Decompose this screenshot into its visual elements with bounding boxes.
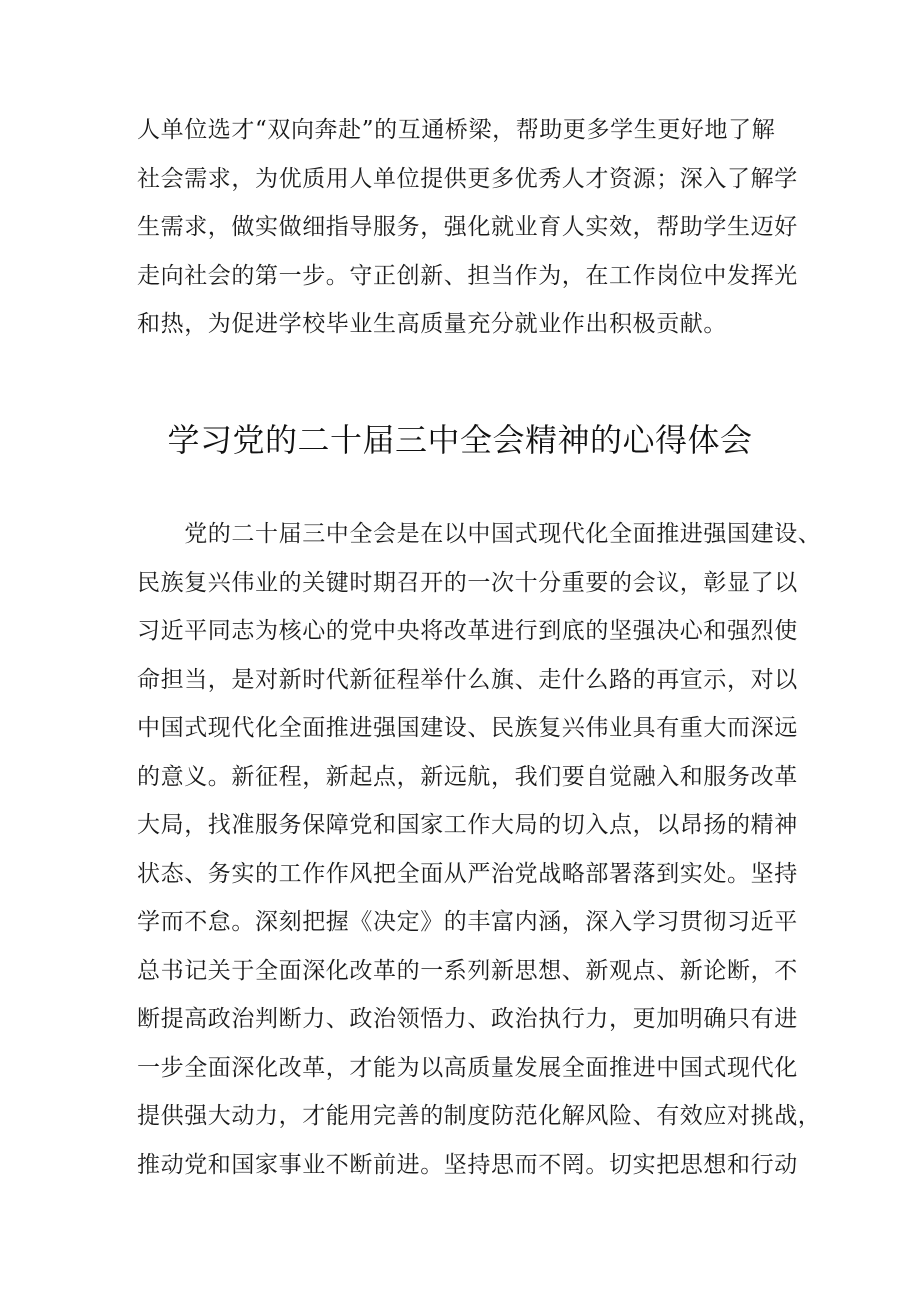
article-body xyxy=(137,510,822,1189)
paragraph-line: 提供强大动力，才能用完善的制度防范化解风险、有效应对挑战， xyxy=(137,1103,822,1129)
paragraph-line: 人单位选才“双向奔赴”的互通桥梁，帮助更多学生更好地了解 xyxy=(137,117,776,143)
paragraph-line: 走向社会的第一步。守正创新、担当作为，在工作岗位中发挥光 xyxy=(137,262,798,289)
paragraph-line: 一步全面深化改革，才能为以高质量发展全面推进中国式现代化 xyxy=(137,1054,798,1081)
paragraph-line: 民族复兴伟业的关键时期召开的一次十分重要的会议，彰显了以 xyxy=(137,569,798,596)
paragraph-line: 的意义。新征程，新起点，新远航，我们要自觉融入和服务改革 xyxy=(137,763,798,790)
paragraph-line: 大局，找准服务保障党和国家工作大局的切入点，以昂扬的精神 xyxy=(137,812,798,838)
article-title: 学习党的二十届三中全会精神的心得体会 xyxy=(167,421,753,459)
paragraph-line: 党的二十届三中全会是在以中国式现代化全面推进强国建设、 xyxy=(137,521,822,547)
paragraph-line: 习近平同志为核心的党中央将改革进行到底的坚强决心和强烈使 xyxy=(137,618,798,644)
continued-paragraph xyxy=(137,106,798,349)
paragraph-line: 学而不怠。深刻把握《决定》的丰富内涵，深入学习贯彻习近平 xyxy=(137,909,798,935)
paragraph-line: 和热，为促进学校毕业生高质量充分就业作出积极贡献。 xyxy=(137,311,727,337)
paragraph-line: 生需求，做实做细指导服务，强化就业育人实效，帮助学生迈好 xyxy=(137,214,798,240)
paragraph-line: 推动党和国家事业不断前进。坚持思而不罔。切实把思想和行动 xyxy=(137,1151,798,1178)
paragraph-line: 状态、务实的工作作风把全面从严治党战略部署落到实处。坚持 xyxy=(137,860,798,887)
paragraph-line: 断提高政治判断力、政治领悟力、政治执行力，更加明确只有进 xyxy=(137,1006,798,1032)
paragraph-line: 总书记关于全面深化改革的一系列新思想、新观点、新论断，不 xyxy=(137,957,798,984)
paragraph-line: 中国式现代化全面推进强国建设、民族复兴伟业具有重大而深远 xyxy=(137,715,798,741)
paragraph-line: 命担当，是对新时代新征程举什么旗、走什么路的再宣示，对以 xyxy=(137,666,798,693)
paragraph-line: 社会需求，为优质用人单位提供更多优秀人才资源；深入了解学 xyxy=(137,165,798,192)
